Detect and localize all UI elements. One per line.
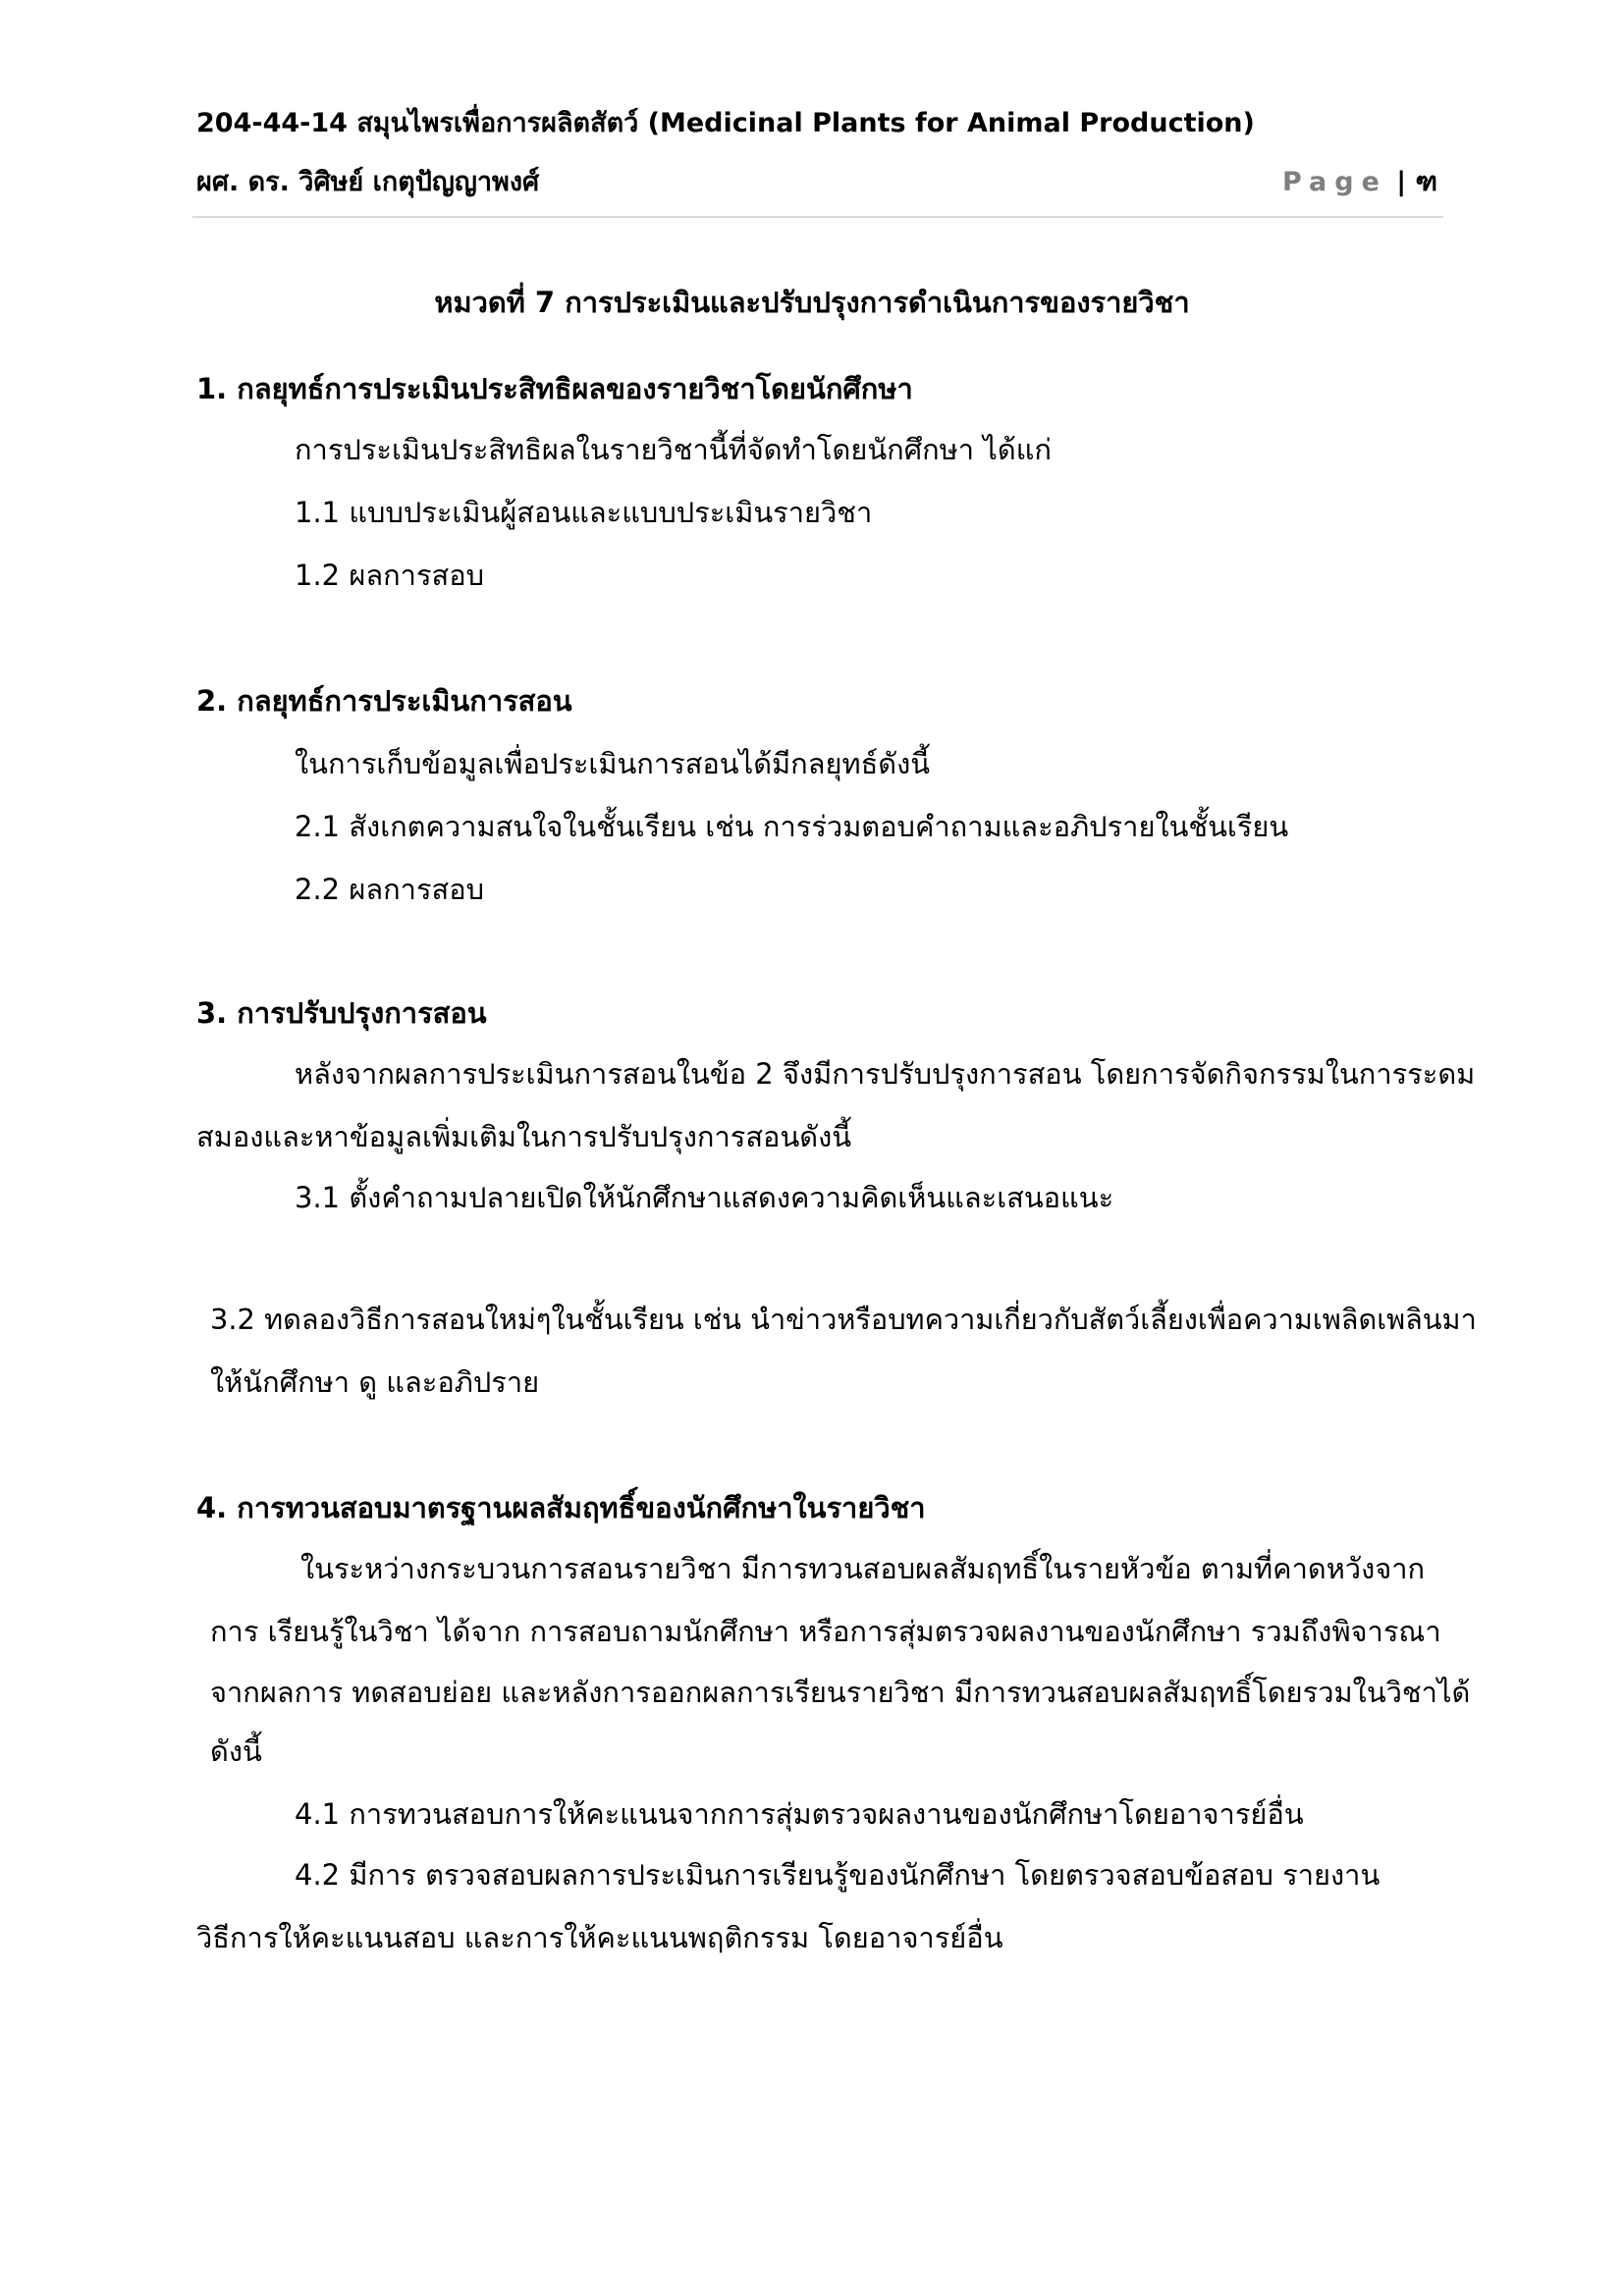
header-divider — [192, 216, 1443, 218]
instructor-name: ผศ. ดร. วิศิษย์ เกตุปัญญาพงศ์ — [196, 167, 540, 197]
list-item: 4.1 การทวนสอบการให้คะแนนจากการสุ่มตรวจผลงานของนักศึกษาโดยอาจารย์อื่น — [295, 1797, 1304, 1831]
paragraph-line: ในการเก็บข้อมูลเพื่อประเมินการสอนได้มีกลยุทธ์ดังนี้ — [295, 747, 931, 780]
list-item: 3.2 ทดลองวิธีการสอนใหม่ๆในชั้นเรียน เช่น นำข่าวหรือบทความเกี่ยวกับสัตว์เลี้ยงเพื่อความเพลิดเพลินมา — [210, 1303, 1477, 1336]
paragraph-line: จากผลการ ทดสอบย่อย และหลังการออกผลการเรียนรายวิชา มีการทวนสอบผลสัมฤทธิ์โดยรวมในวิชาได้ — [210, 1676, 1471, 1709]
section-heading: 3. การปรับปรุงการสอน — [196, 996, 487, 1030]
paragraph-line: วิธีการให้คะแนนสอบ และการให้คะแนนพฤติกรรม โดยอาจารย์อื่น — [196, 1921, 1003, 1954]
paragraph-line: การประเมินประสิทธิผลในรายวิชานี้ที่จัดทำโดยนักศึกษา ได้แก่ — [295, 433, 1052, 466]
chapter-title: หมวดที่ 7 การประเมินและปรับปรุงการดำเนินการของรายวิชา — [434, 286, 1190, 319]
paragraph-line: สมองและหาข้อมูลเพิ่มเติมในการปรับปรุงการสอนดังนี้ — [196, 1120, 852, 1153]
page-label: Page — [1281, 167, 1387, 197]
section-heading: 1. กลยุทธ์การประเมินประสิทธิผลของรายวิชาโดยนักศึกษา — [196, 372, 913, 405]
section-heading: 2. กลยุทธ์การประเมินการสอน — [196, 684, 572, 718]
list-item: 3.1 ตั้งคำถามปลายเปิดให้นักศึกษาแสดงความคิดเห็นและเสนอแนะ — [295, 1181, 1114, 1214]
paragraph-line: ให้นักศึกษา ดู และอภิปราย — [210, 1365, 540, 1399]
course-title: 204-44-14 สมุนไพรเพื่อการผลิตสัตว์ (Medicinal Plants for Animal Production) — [196, 108, 1255, 138]
paragraph-line: หลังจากผลการประเมินการสอนในข้อ 2 จึงมีการปรับปรุงการสอน โดยการจัดกิจกรรมในการระดม — [295, 1057, 1476, 1091]
paragraph-line: การ เรียนรู้ในวิชา ได้จาก การสอบถามนักศึกษา หรือการสุ่มตรวจผลงานของนักศึกษา รวมถึงพิจารณา — [210, 1615, 1441, 1648]
list-item: 2.1 สังเกตความสนใจในชั้นเรียน เช่น การร่วมตอบคำถามและอภิปรายในชั้นเรียน — [295, 810, 1289, 843]
paragraph-line: ในระหว่างกระบวนการสอนรายวิชา มีการทวนสอบผลสัมฤทธิ์ในรายหัวข้อ ตามที่คาดหวังจาก — [300, 1552, 1426, 1585]
list-item: 1.2 ผลการสอบ — [295, 559, 485, 592]
list-item: 2.2 ผลการสอบ — [295, 873, 485, 906]
list-item: 1.1 แบบประเมินผู้สอนและแบบประเมินรายวิชา — [295, 496, 873, 529]
page-separator: | — [1396, 167, 1407, 197]
page-indicator — [1282, 165, 1437, 200]
paragraph-line: ดังนี้ — [210, 1735, 262, 1768]
list-item: 4.2 มีการ ตรวจสอบผลการประเมินการเรียนรู้ของนักศึกษา โดยตรวจสอบข้อสอบ รายงาน — [295, 1858, 1380, 1892]
page-number: ฑ — [1415, 167, 1437, 197]
section-heading: 4. การทวนสอบมาตรฐานผลสัมฤทธิ์ของนักศึกษาในรายวิชา — [196, 1491, 926, 1524]
